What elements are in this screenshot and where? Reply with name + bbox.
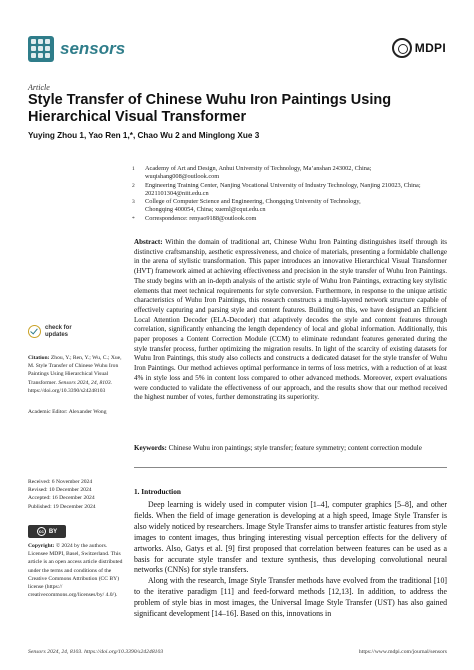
citation-label: Citation: [28, 355, 50, 361]
page-footer [28, 649, 447, 655]
revised-date: Revised: 10 December 2024 [28, 487, 92, 494]
affiliation-item [132, 182, 452, 199]
received-date: Received: 6 November 2024 [28, 479, 93, 485]
publisher-name: MDPI [414, 41, 446, 55]
mdpi-icon [392, 38, 412, 58]
footer-journal-url[interactable]: https://www.mdpi.com/journal/sensors [358, 649, 447, 655]
correspondence [132, 215, 452, 223]
keywords-text: Chinese Wuhu iron paintings; style transfer; feature symmetry; content correction module [168, 444, 422, 452]
journal-logo[interactable] [28, 36, 125, 62]
citation-journal: Sensors 2024, 24, 8103. [58, 379, 113, 386]
affiliations [132, 165, 452, 223]
affiliation-line: Chongqing 400054, China; xueml@cqut.edu.cn [145, 206, 266, 214]
check-for-updates-button[interactable] [28, 325, 77, 338]
published-date: Published: 19 December 2024 [28, 503, 96, 510]
citation-block [28, 354, 123, 395]
citation-text: Zhou, Y.; Ren, Y.; Wu, C.; Xue, M. Style Transfer of Chinese Wuhu Iron Paintings Using Hierarchical Visual Transformer. [28, 355, 122, 386]
article-title: Style Transfer of Chinese Wuhu Iron Paintings Using Hierarchical Visual Transformer [28, 92, 392, 125]
accepted-date: Accepted: 16 December 2024 [28, 495, 95, 502]
abstract-text: Within the domain of traditional art, Chinese Wuhu Iron Painting distinguishes itself through its distinctive craftsmanship, aesthetic expressiveness, and choice of materials, presenting a formidable challenge in the arena of stylistic transformation. This paper introduces an innovative Hierarchical Visual Transformer (HVT) framework aimed at achieving effectiveness and precision in the style transfer of Wuhu Iron Paintings. The study begins with an in-depth analysis of the artistic style of Wuhu Iron Paintings, extracting key stylistic elements that meet technical requirements for style conversion. Furthermore, in response to the unique artistic characteristics of Wuhu Iron Paintings, this research constructs a multi-layered network structure capable of effectively capturing and parsing style and content features. Building on this, we have designed an Efficient Local Attention Decoder (ELA-Decoder) that adaptively decodes the style and content features through correlation, significantly enhancing the length dependency of local and global information. Additionally, this paper proposes a Content Correction Module (CCM) to eliminate redundant features generated during the style transfer process, further optimizing the migration results. In light of the scarcity of existing datasets for Wuhu Iron Paintings, this study also collects and constructs a dedicated dataset for the style transfer of Wuhu Iron Paintings. Our method achieves optimal performance in terms of loss metrics, with a reduction of at least 4% in style loss and 5% in content loss compared to other advanced methods. Moreover, expert evaluations were conducted to validate the effectiveness of our approach, and the results show that our method received the highest number of votes, further demonstrating its superiority. [134, 238, 448, 402]
correspondence-email[interactable]: Correspondence: renyao9188@outlook.com [145, 214, 257, 222]
keywords-label: Keywords: [134, 444, 167, 452]
publisher-logo[interactable] [392, 38, 446, 58]
section-heading: 1. Introduction [134, 487, 181, 496]
paragraph: Along with the research, Image Style Transfer methods have evolved from the traditional [10] to the iterative paradigm [11] and feed-forward methods [12,13]. In addition, to address the problem of style bias in most images, the Universal Image Style Transfer (UST) has also gained significant development [14–16]. Based on this, innovations in [134, 576, 447, 619]
check-updates-label: check for updates [45, 325, 72, 338]
affiliation-item [132, 198, 452, 215]
copyright-label: Copyright: [28, 543, 55, 549]
cc-by-label: BY [48, 528, 58, 535]
author-list: Yuying Zhou 1, Yao Ren 1,*, Chao Wu 2 and Minglong Xue 3 [28, 131, 260, 140]
article-type: Article [28, 83, 50, 92]
affiliation-number: * [132, 215, 135, 222]
affiliation-line: College of Computer Science and Engineering, Chongqing University of Technology, [145, 198, 361, 206]
affiliation-item [132, 165, 452, 182]
cc-license-badge[interactable] [28, 525, 66, 538]
copyright-block [28, 542, 123, 599]
paragraph: Deep learning is widely used in computer vision [1–4], computer graphics [5–8], and other fields. When the field of image generation is developing at a high speed, Image Style Transfer is also widely noticed by researchers. Image Style Transfer aims to transfer artistic features from style images to content images, thus bringing interesting visual perception effects for the delivery of artworks. Also, Gatys et al. [9] first proposed that correlation between features can be used as a basis for accurate style transfer and texture synthesis, thus developing convolutional neural networks (CNNs) for style transfers. [134, 500, 447, 575]
affiliation-number: 3 [132, 199, 135, 206]
citation-doi[interactable]: https://doi.org/10.3390/s24248103 [28, 387, 106, 394]
copyright-text: © 2024 by the authors. Licensee MDPI, Basel, Switzerland. This article is an open access article distributed under the terms and conditions of the Creative Commons Attribution (CC BY) license (https:// creativecommons.org/licenses/by/ 4.0/). [28, 543, 123, 599]
cc-icon: cc [38, 529, 44, 534]
keywords [134, 444, 447, 454]
affiliation-number: 1 [132, 166, 135, 172]
publication-dates [28, 478, 123, 511]
affiliation-email[interactable]: 2021101304@niit.edu.cn [145, 189, 209, 197]
journal-name: sensors [60, 39, 126, 58]
affiliation-number: 2 [132, 182, 135, 189]
abstract [134, 238, 447, 403]
academic-editor: Academic Editor: Alexander Wong [28, 409, 107, 415]
abstract-label: Abstract: [134, 238, 163, 246]
affiliation-line: Engineering Training Center, Nanjing Vocational University of Industry Technology, Nanjing 210023, China; [145, 181, 421, 189]
footer-citation[interactable]: Sensors 2024, 24, 8103. https://doi.org/10.3390/s24248103 [28, 649, 164, 655]
affiliation-email[interactable]: wuqishang008@outlook.com [145, 173, 220, 181]
sensors-logo-icon [28, 36, 54, 62]
divider [134, 467, 447, 468]
affiliation-line: Academy of Art and Design, Anhui University of Technology, Ma’anshan 243002, China; [145, 165, 372, 172]
body-text [134, 500, 447, 620]
check-updates-icon [28, 325, 41, 338]
